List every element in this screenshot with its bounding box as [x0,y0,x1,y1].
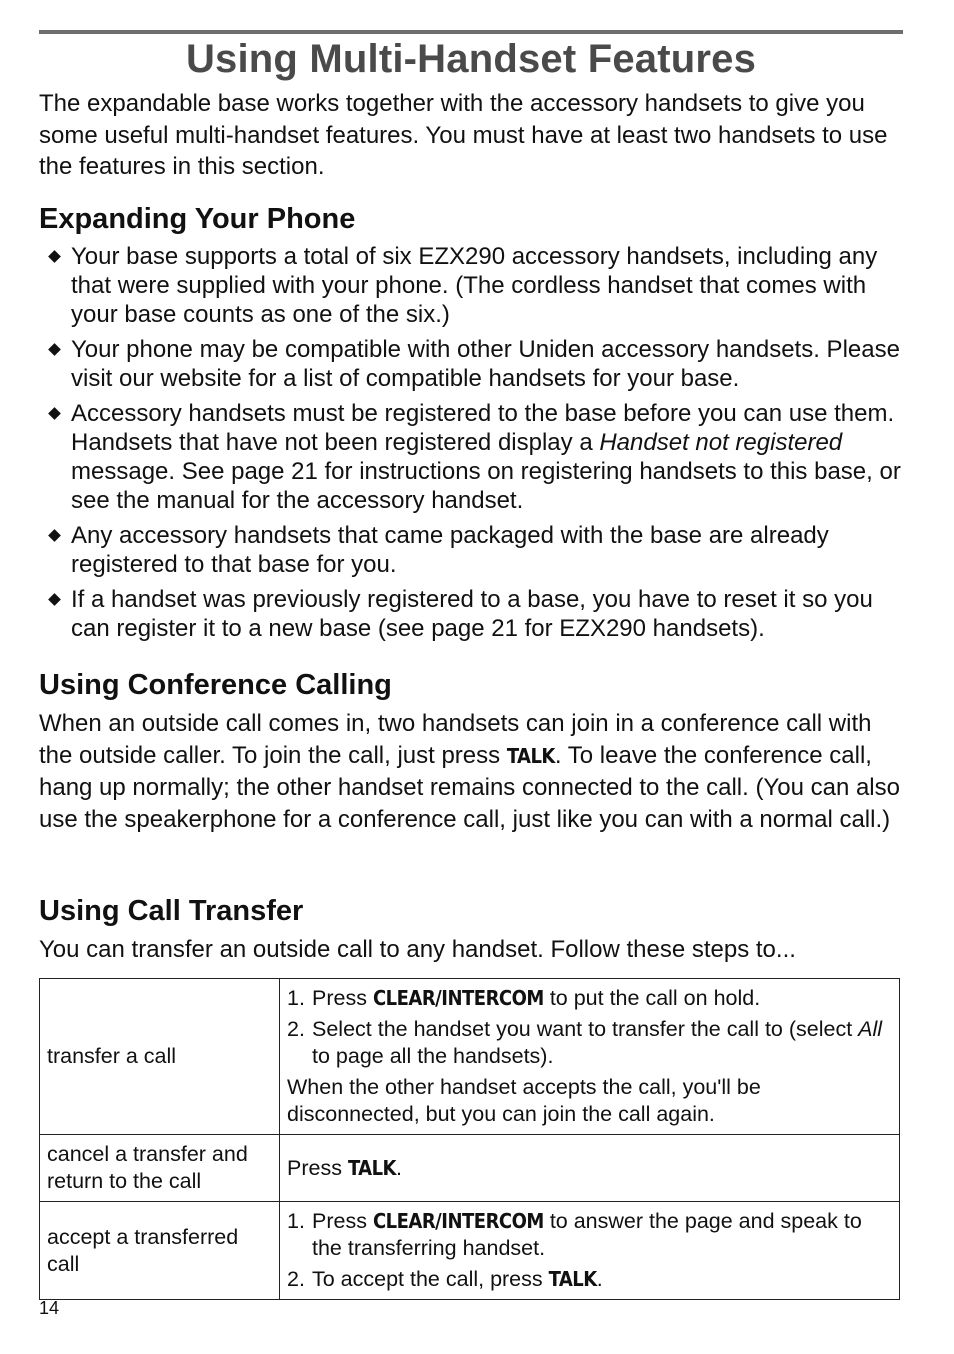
diamond-bullet-icon [48,593,61,606]
diamond-bullet-icon [48,529,61,542]
transfer-intro: You can transfer an outside call to any handset. Follow these steps to... [39,936,796,963]
top-rule [39,30,903,34]
diamond-bullet-icon [48,407,61,420]
bullet-item: If a handset was previously registered to a base, you have to reset it so you can register it to a new base (see page 21 for EZX290 handsets). [39,585,905,643]
row-instructions [280,1202,900,1300]
step-item: 1. Press CLEAR/INTERCOM to answer the page and speak to the transferring handset. [287,1209,862,1260]
bullet-item: Any accessory handsets that came packaged with the base are already registered to that base for you. [39,521,905,579]
talk-key-label: TALK [347,1155,396,1180]
row-label: cancel a transfer and return to the call [40,1135,280,1202]
intro-paragraph: The expandable base works together with the accessory handsets to give you some useful multi-handset features. You must have at least two handsets to use the features in this section. [39,90,888,180]
section-heading-transfer: Using Call Transfer [39,895,304,927]
row-label: accept a transferred call [40,1202,280,1300]
step-item: 2. To accept the call, press TALK. [287,1267,603,1291]
message-name: Handset not registered [599,429,843,456]
table-row [40,979,900,1135]
table-row [40,1202,900,1300]
bullet-item: Your phone may be compatible with other Uniden accessory handsets. Please visit our website for a list of compatible handsets for your base. [39,335,905,393]
talk-key-label: TALK [506,743,555,768]
clear-intercom-key-label: CLEAR/INTERCOM [372,1209,544,1233]
conference-paragraph: When an outside call comes in, two handsets can join in a conference call with the outside caller. To join the call, just press TALK. To leave the conference call, hang up normally; the other handset remains connected to the call. (You can also use the speakerphone for a conference call, just like you can with a normal call.) [39,710,900,833]
expanding-bullet-list [39,242,905,649]
diamond-bullet-icon [48,250,61,263]
section-heading-expanding: Expanding Your Phone [39,203,356,235]
section-heading-conference: Using Conference Calling [39,669,392,701]
all-option: All [858,1017,883,1041]
page-title: Using Multi-Handset Features [185,37,757,81]
clear-intercom-key-label: CLEAR/INTERCOM [372,986,544,1010]
row-instructions: Press TALK. [280,1135,900,1202]
table-row [40,1135,900,1202]
bullet-item: Accessory handsets must be registered to the base before you can use them. Handsets that have not been registered display a Handset not registered message. See page 21 for instructions on registering handsets to this base, or see the manual for the accessory handset. [39,399,905,515]
step-item: 1. Press CLEAR/INTERCOM to put the call on hold. [287,986,761,1010]
step-note: When the other handset accepts the call, you'll be disconnected, but you can join the call again. [287,1075,761,1126]
row-label: transfer a call [40,979,280,1135]
diamond-bullet-icon [48,343,61,356]
row-instructions [280,979,900,1135]
bullet-item: Your base supports a total of six EZX290 accessory handsets, including any that were supplied with your phone. (The cordless handset that comes with your base counts as one of the six.) [39,242,905,329]
transfer-steps-table [39,978,900,1300]
page-number: 14 [39,1298,60,1318]
talk-key-label: TALK [548,1267,597,1291]
step-item: 2. Select the handset you want to transfer the call to (select All to page all the handsets). [287,1017,883,1068]
